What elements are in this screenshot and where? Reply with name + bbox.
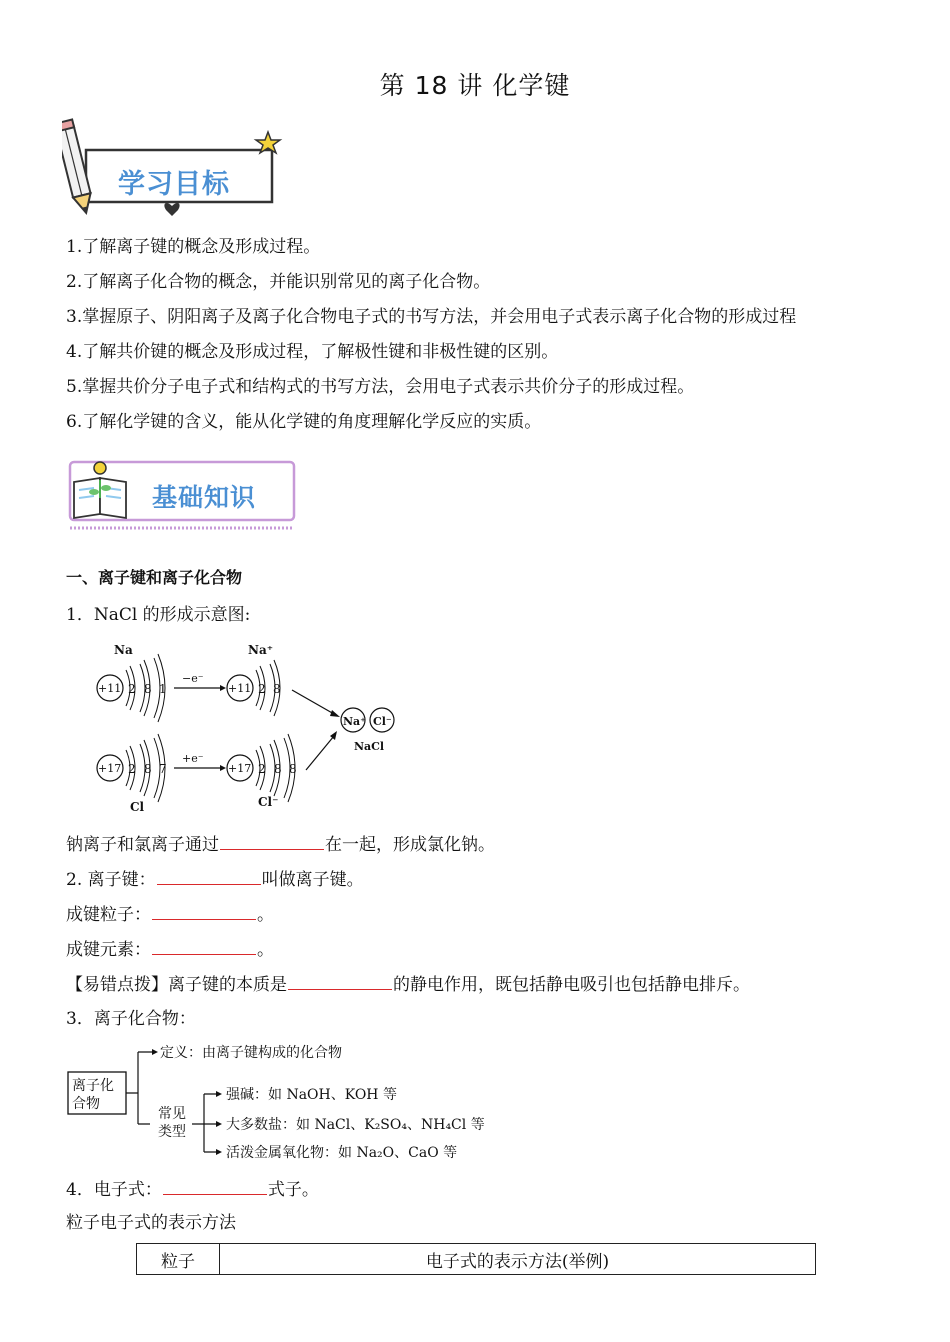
product-na-ion-label: Na⁺ <box>343 715 366 728</box>
product-label: NaCl <box>354 740 385 753</box>
na-shell-1: 2 <box>128 682 136 696</box>
section-heading: 一、离子键和离子化合物 <box>66 568 243 587</box>
na-shell-3: 1 <box>159 682 167 696</box>
tip-pre: 【易错点拨】离子键的本质是 <box>66 975 287 995</box>
cl-ion-shell-1: 2 <box>258 762 266 776</box>
blank-2[interactable] <box>157 868 261 885</box>
basics-badge-label: 基础知识 <box>152 483 257 512</box>
type-metal-oxides: 活泼金属氧化物：如 Na₂O、CaO 等 <box>226 1145 458 1161</box>
particles-pre: 成键粒子： <box>66 905 151 925</box>
common-line-1: 常见 <box>158 1106 186 1122</box>
fill-line-2 <box>66 868 364 891</box>
type-salts: 大多数盐：如 NaCl、K₂SO₄、NH₄Cl 等 <box>226 1117 485 1133</box>
cl-shell-3: 7 <box>159 762 167 776</box>
objective-2: 2.了解离子化合物的概念，并能识别常见的离子化合物。 <box>66 272 491 292</box>
ionic-compound-diagram <box>66 1038 486 1168</box>
objective-6: 6.了解化学键的含义，能从化学键的角度理解化学反应的实质。 <box>66 412 542 432</box>
basics-badge <box>66 458 298 534</box>
objectives-badge <box>62 118 284 222</box>
blank-4[interactable] <box>152 938 256 955</box>
question-3: 3．离子化合物： <box>66 1009 196 1029</box>
fill-line-3 <box>66 903 274 926</box>
ionic-bond-pre: 2. 离子键： <box>66 870 156 890</box>
na-ion-label: Na⁺ <box>248 643 274 657</box>
blank-6[interactable] <box>163 1178 267 1195</box>
cl-ion-shell-2: 8 <box>274 762 282 776</box>
type-strong-base: 强碱：如 NaOH、KOH 等 <box>226 1087 397 1103</box>
cl-ion-shell-3: 8 <box>289 762 297 776</box>
objectives-badge-label: 学习目标 <box>118 169 230 200</box>
fill-line-6 <box>66 1178 319 1201</box>
fill-line-1 <box>66 833 495 856</box>
root-line-2: 合物 <box>72 1096 100 1112</box>
product-cl-ion-label: Cl⁻ <box>373 715 392 728</box>
cl-ion-label: Cl⁻ <box>258 795 279 809</box>
table-header-row <box>137 1244 816 1275</box>
fill-line-4 <box>66 938 274 961</box>
na-ion-nucleus-charge: +11 <box>228 682 252 695</box>
objective-5: 5.掌握共价分子电子式和结构式的书写方法，会用电子式表示共价分子的形成过程。 <box>66 377 695 397</box>
fill-line-1-post: 在一起，形成氯化钠。 <box>325 835 495 855</box>
blank-5[interactable] <box>288 973 392 990</box>
electron-formula-pre: 4．电子式： <box>66 1180 162 1200</box>
cl-atom-label: Cl <box>130 800 145 814</box>
table-header-method: 电子式的表示方法(举例) <box>220 1244 816 1275</box>
fill-line-1-pre: 钠离子和氯离子通过 <box>66 835 219 855</box>
definition-text: 定义：由离子键构成的化合物 <box>160 1045 342 1061</box>
na-shell-2: 8 <box>144 682 152 696</box>
blank-3[interactable] <box>152 903 256 920</box>
question-1: 1．NaCl 的形成示意图: <box>66 605 251 625</box>
objective-1: 1.了解离子键的概念及形成过程。 <box>66 237 321 257</box>
root-line-1: 离子化 <box>72 1078 114 1094</box>
fill-line-5 <box>66 973 750 996</box>
na-nucleus-charge: +11 <box>98 682 122 695</box>
ionic-bond-post: 叫做离子键。 <box>261 870 364 890</box>
na-atom-label: Na <box>114 643 133 657</box>
cl-nucleus-charge: +17 <box>98 762 122 775</box>
particles-post: 。 <box>257 905 274 925</box>
objective-3: 3.掌握原子、阴阳离子及离子化合物电子式的书写方法，并会用电子式表示离子化合物的形成过程 <box>66 307 797 327</box>
table-caption: 粒子电子式的表示方法 <box>66 1213 236 1233</box>
blank-1[interactable] <box>220 833 324 850</box>
na-ion-shell-2: 8 <box>273 682 281 696</box>
common-line-2: 类型 <box>158 1124 186 1140</box>
electron-formula-table <box>136 1243 816 1275</box>
elements-pre: 成键元素： <box>66 940 151 960</box>
elements-post: 。 <box>257 940 274 960</box>
tip-post: 的静电作用，既包括静电吸引也包括静电排斥。 <box>393 975 750 995</box>
electron-formula-post: 式子。 <box>267 1180 319 1200</box>
cl-shell-2: 8 <box>144 762 152 776</box>
table-header-particle: 粒子 <box>137 1244 220 1275</box>
objective-4: 4.了解共价键的概念及形成过程，了解极性键和非极性键的区别。 <box>66 342 559 362</box>
nacl-formation-diagram <box>90 640 410 820</box>
cl-ion-nucleus-charge: +17 <box>228 762 252 775</box>
gain-electron-label: +e⁻ <box>182 752 204 765</box>
lose-electron-label: −e⁻ <box>182 672 204 685</box>
na-ion-shell-1: 2 <box>258 682 266 696</box>
cl-shell-1: 2 <box>128 762 136 776</box>
page-title: 第 18 讲 化学键 <box>379 71 571 100</box>
